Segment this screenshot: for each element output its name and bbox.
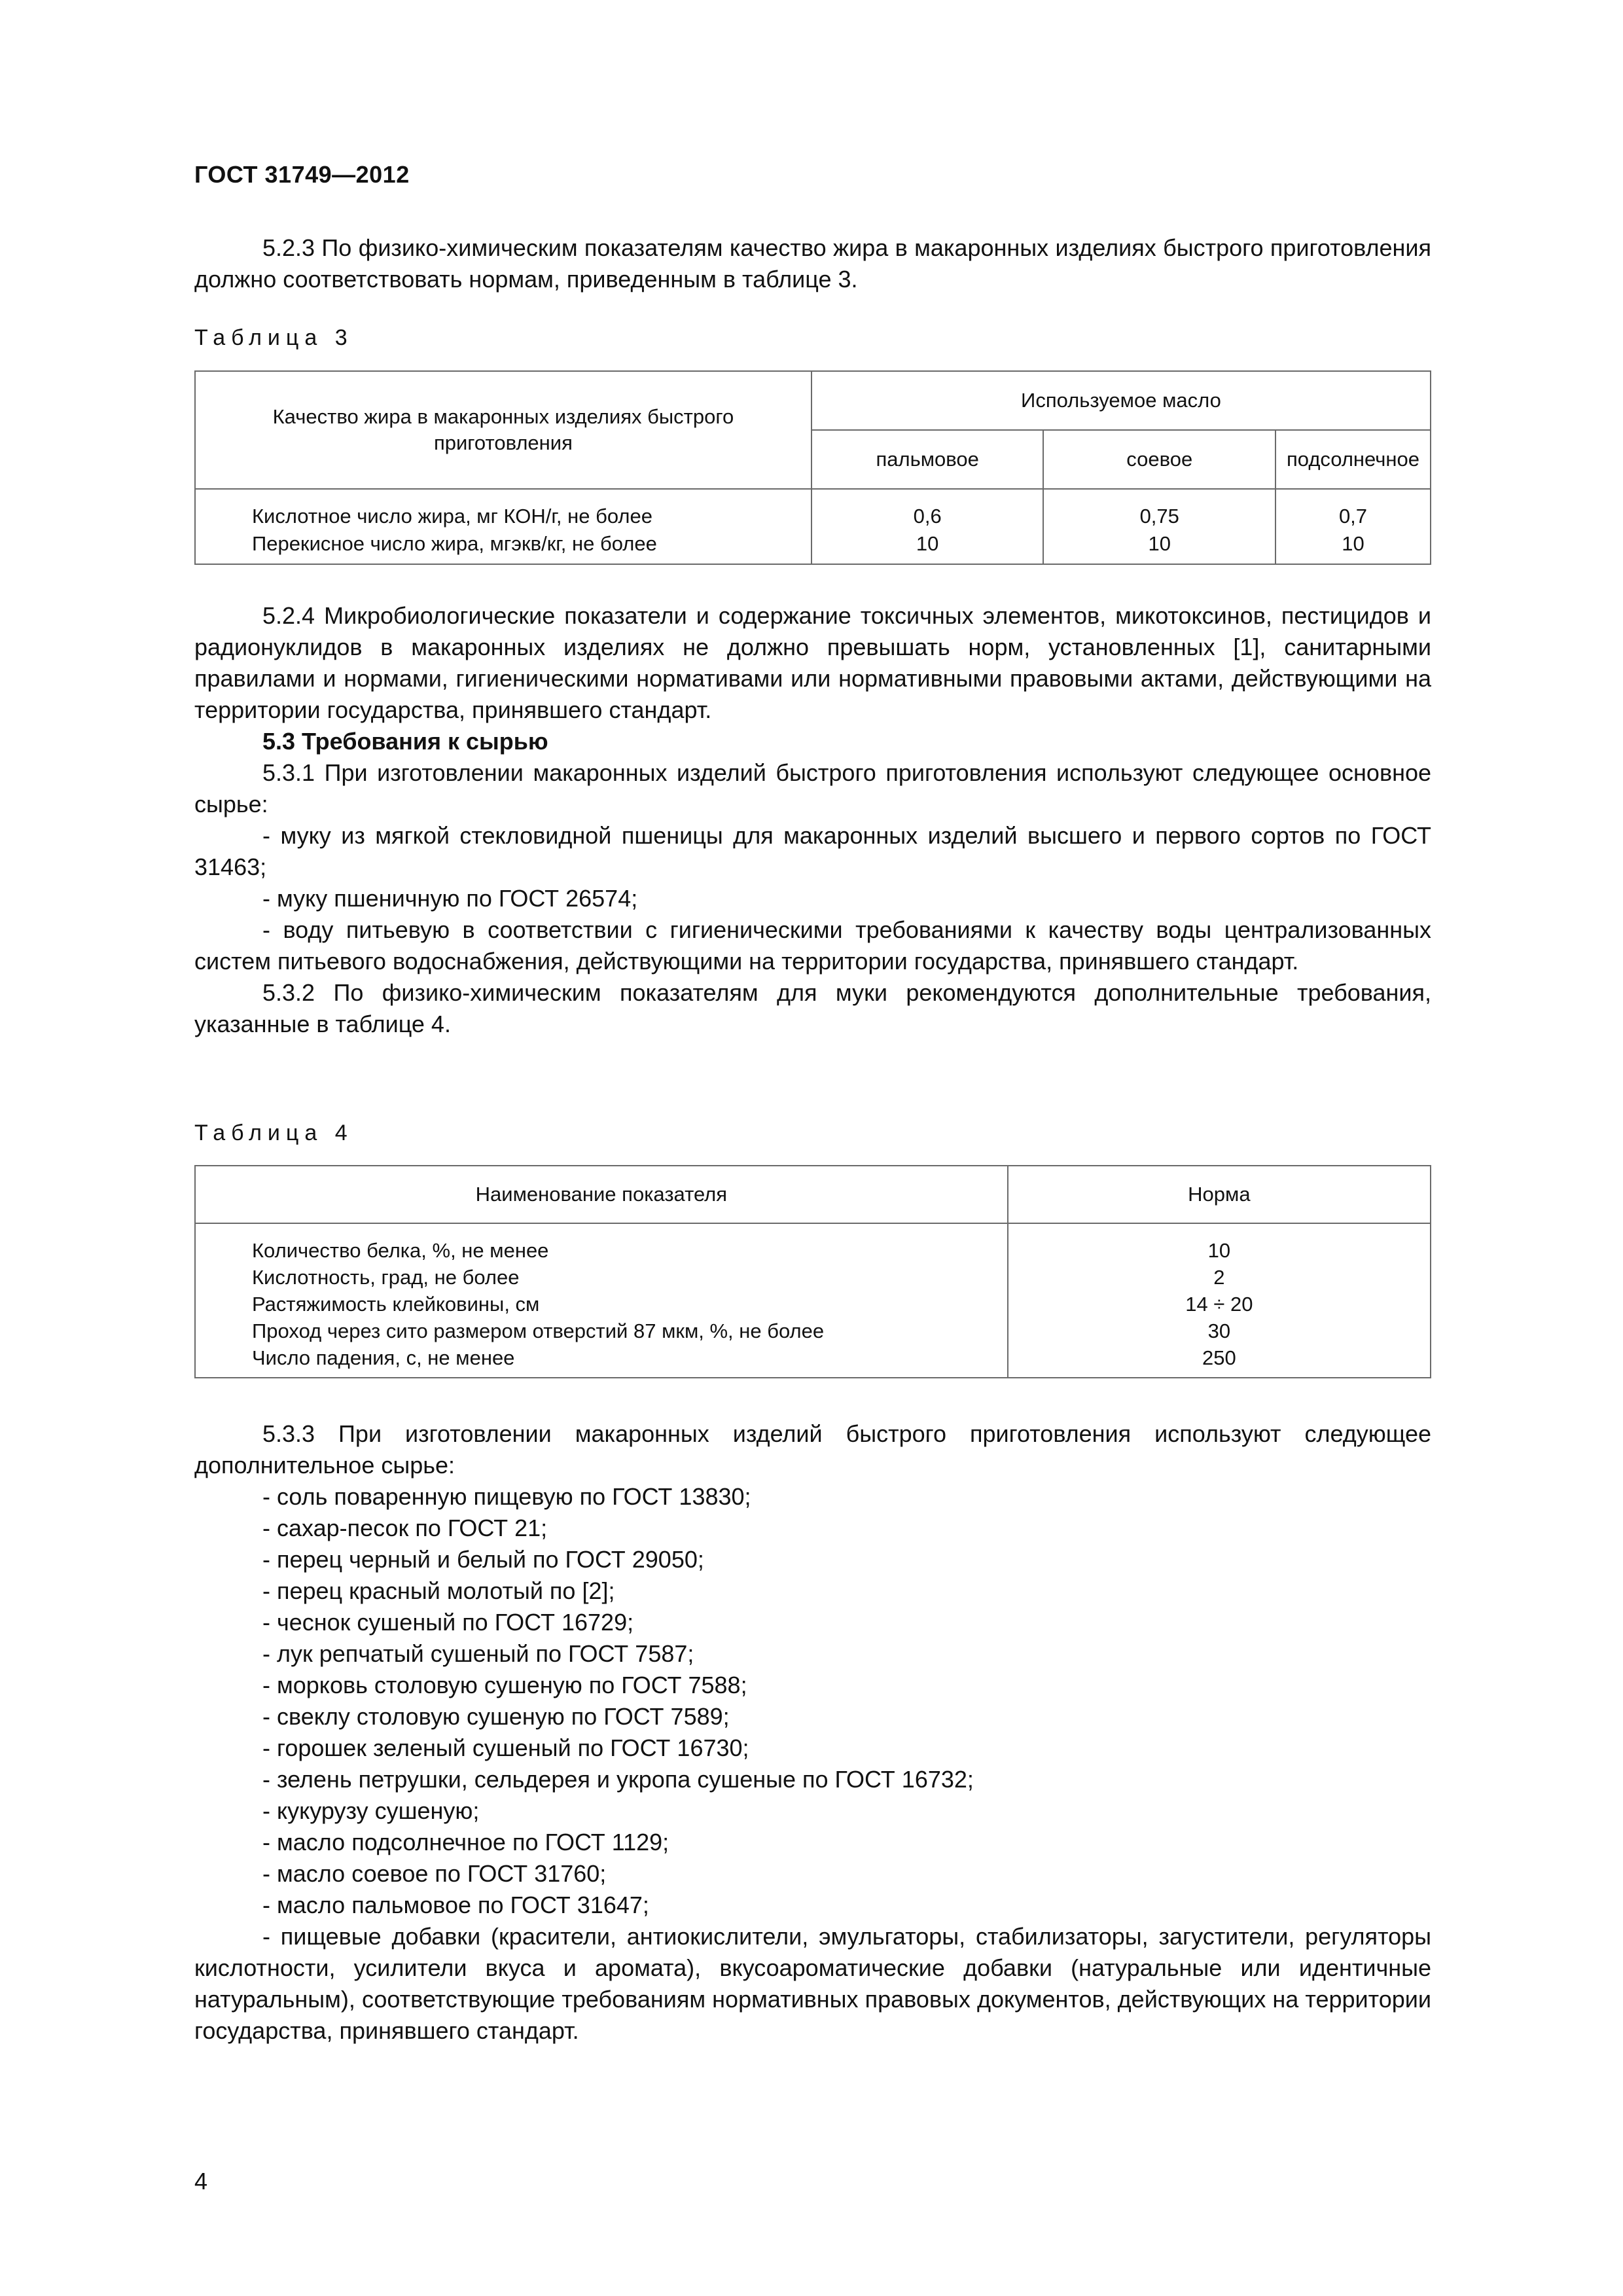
table-3-header-palm: пальмовое	[812, 430, 1044, 489]
list-item: - пищевые добавки (красители, антиокислители, эмульгаторы, стабилизаторы, загустители, регуляторы кислотности, усилители вкуса и аромата), вкусоароматические добавки (натуральные или идентичные натуральным), соответствующие требованиям нормативных правовых документов, действующих на территории государства, принявшего стандарт.	[194, 1923, 1431, 2044]
table-cell: 10	[1342, 531, 1364, 555]
table-cell: 14 ÷ 20	[1185, 1292, 1253, 1316]
table-cell: Перекисное число жира, мгэкв/кг, не более	[252, 531, 657, 555]
table-cell: 0,6	[913, 504, 942, 528]
table-3-header-oil: Используемое масло	[812, 371, 1431, 430]
table-cell: 250	[1202, 1346, 1236, 1369]
table-cell: Число падения, с, не менее	[252, 1346, 515, 1369]
list-item: - масло пальмовое по ГОСТ 31647;	[262, 1892, 649, 1918]
table-3-caption: Таблица 3	[194, 325, 353, 350]
table-cell: 10	[1148, 531, 1171, 555]
list-item: - свеклу столовую сушеную по ГОСТ 7589;	[262, 1703, 730, 1730]
table-cell: Проход через сито размером отверстий 87 мкм, %, не более	[252, 1319, 825, 1342]
list-item: - масло соевое по ГОСТ 31760;	[262, 1860, 607, 1887]
table-cell: Кислотность, град, не более	[252, 1265, 520, 1289]
document-header: ГОСТ 31749—2012	[194, 161, 410, 188]
table-cell: 30	[1207, 1319, 1231, 1342]
paragraph-5-2-4: 5.2.4 Микробиологические показатели и содержание токсичных элементов, микотоксинов, пестицидов и радионуклидов в макаронных изделиях не должно превышать норм, установленных [1], санитарными правилами и нормами, гигиеническими нормативами или нормативными правовыми актами, действующими на территории государства, принявшего стандарт.	[194, 602, 1431, 723]
list-item: - чеснок сушеный по ГОСТ 16729;	[262, 1609, 634, 1636]
table-3-col-soy	[1043, 489, 1275, 564]
table-4-col-norm	[1008, 1223, 1431, 1378]
list-item: - перец черный и белый по ГОСТ 29050;	[262, 1546, 704, 1573]
table-3-col-name	[195, 489, 812, 564]
paragraph-text: 5.2.3 По физико-химическим показателям качество жира в макаронных изделиях быстрого приготовления должно соответствовать нормам, приведенным в таблице 3.	[194, 234, 1431, 293]
list-item: - муку из мягкой стекловидной пшеницы для макаронных изделий высшего и первого сортов по ГОСТ 31463;	[194, 822, 1431, 880]
table-3	[194, 370, 1431, 565]
section-title-5-3: 5.3 Требования к сырью	[262, 728, 548, 755]
list-item: - зелень петрушки, сельдерея и укропа сушеные по ГОСТ 16732;	[262, 1766, 974, 1793]
table-3-col-sunflower	[1275, 489, 1431, 564]
list-item: - лук репчатый сушеный по ГОСТ 7587;	[262, 1640, 694, 1667]
list-item: - сахар-песок по ГОСТ 21;	[262, 1515, 548, 1541]
paragraph-5-3-3: 5.3.3 При изготовлении макаронных изделий быстрого приготовления используют следующее дополнительное сырье:	[194, 1420, 1431, 1479]
section-5-2-4-5-3-2	[194, 600, 1431, 1040]
section-5-3-3	[194, 1418, 1431, 2047]
list-item: - горошек зеленый сушеный по ГОСТ 16730;	[262, 1734, 749, 1761]
table-cell: Кислотное число жира, мг КОН/г, не более	[252, 504, 652, 528]
table-cell: 10	[916, 531, 939, 555]
table-cell: Растяжимость клейковины, см	[252, 1292, 540, 1316]
table-4	[194, 1165, 1431, 1378]
paragraph-5-3-2: 5.3.2 По физико-химическим показателям для муки рекомендуются дополнительные требования, указанные в таблице 4.	[194, 979, 1431, 1037]
table-3-header-soy: соевое	[1043, 430, 1275, 489]
table-4-header-name: Наименование показателя	[195, 1166, 1008, 1223]
page-number: 4	[194, 2168, 208, 2195]
list-item: - морковь столовую сушеную по ГОСТ 7588;	[262, 1672, 747, 1698]
table-cell: 0,75	[1139, 504, 1179, 528]
paragraph-5-3-1: 5.3.1 При изготовлении макаронных изделий быстрого приготовления используют следующее основное сырье:	[194, 759, 1431, 817]
table-cell: Количество белка, %, не менее	[252, 1238, 549, 1262]
list-item: - муку пшеничную по ГОСТ 26574;	[262, 885, 638, 912]
list-item: - перец красный молотый по [2];	[262, 1577, 615, 1604]
table-3-header-sunflower: подсолнечное	[1275, 430, 1431, 489]
list-item: - кукурузу сушеную;	[262, 1797, 480, 1824]
table-cell: 2	[1213, 1265, 1225, 1289]
paragraph-5-2-3	[194, 232, 1431, 295]
table-3-header-quality: Качество жира в макаронных изделиях быстрого приготовления	[195, 371, 812, 489]
table-cell: 10	[1207, 1238, 1231, 1262]
table-cell: 0,7	[1338, 504, 1368, 528]
list-item: - масло подсолнечное по ГОСТ 1129;	[262, 1829, 669, 1856]
table-4-header-norm: Норма	[1008, 1166, 1431, 1223]
table-4-caption: Таблица 4	[194, 1121, 353, 1145]
list-item: - соль поваренную пищевую по ГОСТ 13830;	[262, 1483, 751, 1510]
list-item: - воду питьевую в соответствии с гигиеническими требованиями к качеству воды централизованных систем питьевого водоснабжения, действующими на территории государства, принявшего стандарт.	[194, 916, 1431, 975]
table-4-col-name	[195, 1223, 1008, 1378]
table-3-col-palm	[812, 489, 1044, 564]
